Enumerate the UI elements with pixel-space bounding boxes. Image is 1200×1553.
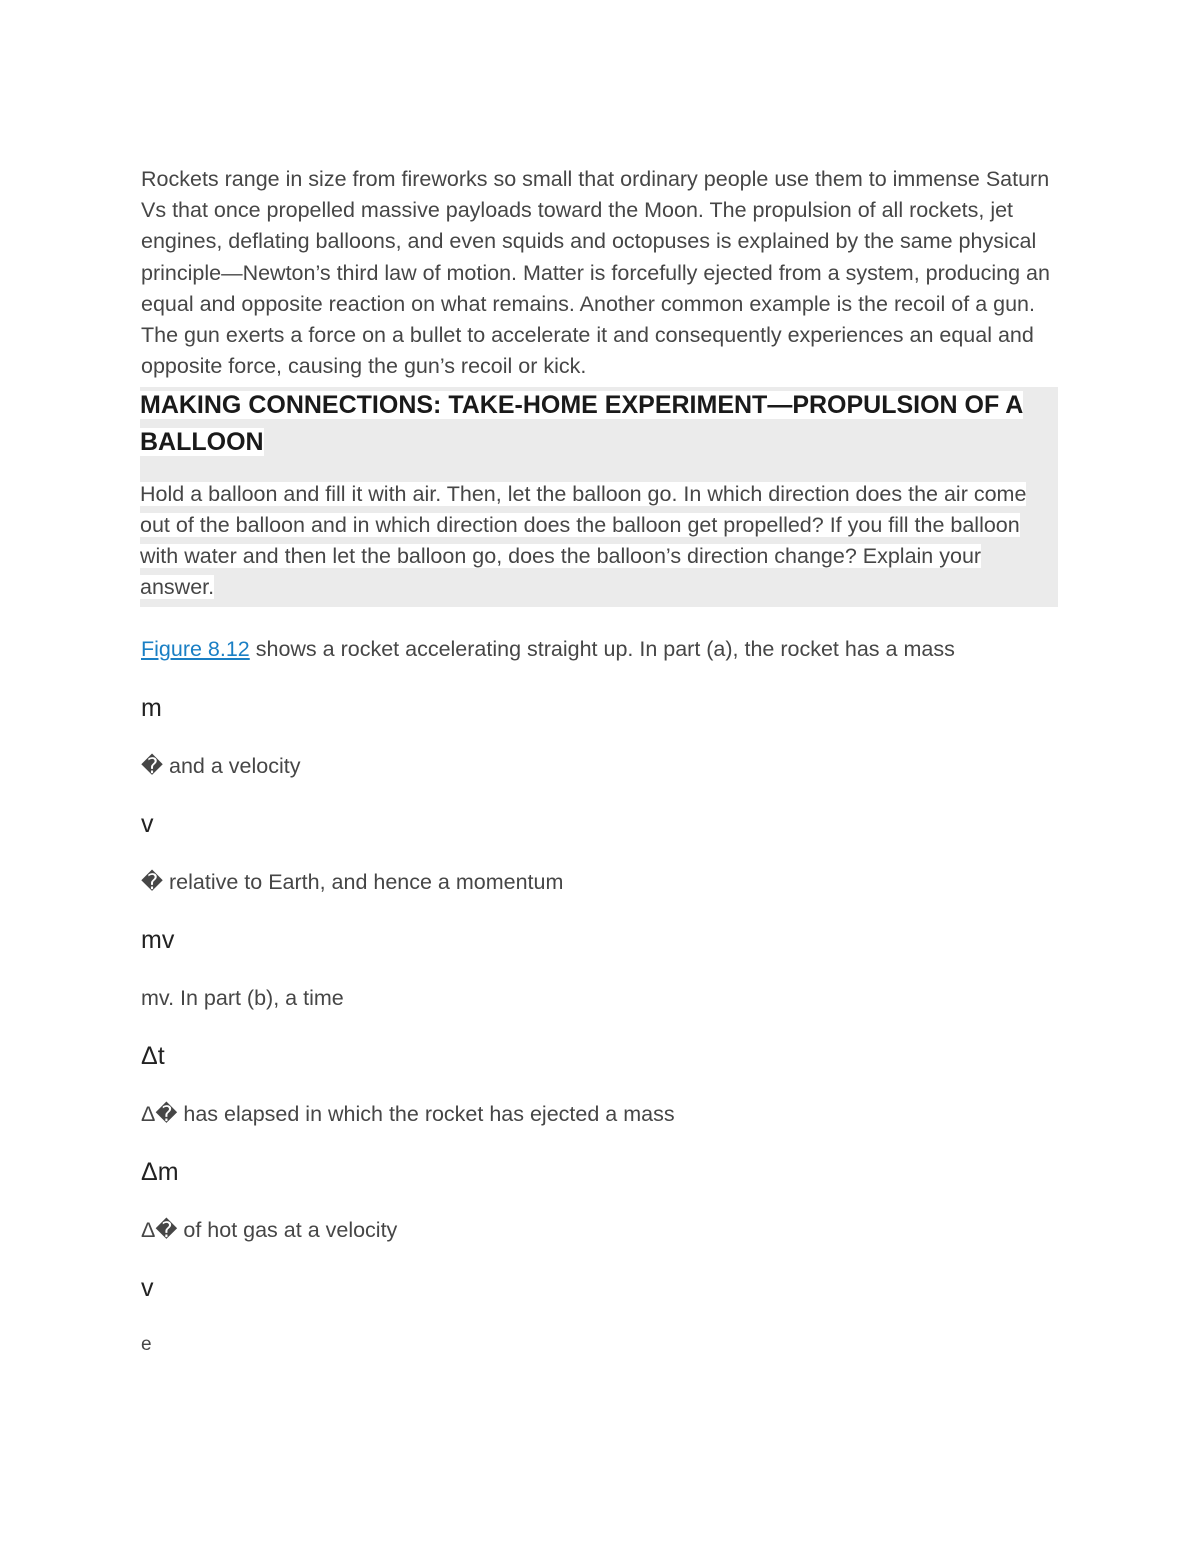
- callout-body: [140, 479, 1058, 603]
- text-has-elapsed: Δ� has elapsed in which the rocket has ejected a mass: [141, 1102, 675, 1127]
- text-of-hot-gas: Δ� of hot gas at a velocity: [141, 1218, 398, 1243]
- math-var-v: v: [141, 810, 154, 839]
- intro-paragraph: Rockets range in size from fireworks so small that ordinary people use them to immense Saturn Vs that once propelled massive payloads toward the Moon. The propulsion of all rockets, jet engines, deflating balloons, and even squids and octopuses is explained by the same physical principle—Newton’s third law of motion. Matter is forcefully ejected from a system, producing an equal and opposite reaction on what remains. Another common example is the recoil of a gun. The gun exerts a force on a bullet to accelerate it and consequently experiences an equal and opposite force, causing the gun’s recoil or kick.: [141, 167, 1050, 379]
- math-var-delta-m: Δm: [141, 1158, 179, 1187]
- math-var-delta-t: Δt: [141, 1042, 165, 1071]
- making-connections-callout: [140, 387, 1058, 607]
- math-var-m: m: [141, 694, 162, 723]
- math-var-v-e: v: [141, 1274, 154, 1303]
- callout-title: [140, 387, 1058, 461]
- callout-body-text: Hold a balloon and fill it with air. Then, let the balloon go. In which direction does the air come out of the balloon and in which direction does the balloon get propelled? If you fill the balloon with water and then let the balloon go, does the balloon’s direction change? Explain your answer.: [140, 482, 1027, 600]
- math-var-mv: mv: [141, 926, 175, 955]
- text-and-a-velocity: � and a velocity: [141, 754, 301, 779]
- text-relative-to-earth: � relative to Earth, and hence a momentum: [141, 870, 564, 895]
- callout-title-text: MAKING CONNECTIONS: TAKE-HOME EXPERIMENT—PROPULSION OF A BALLOON: [140, 391, 1024, 457]
- document-page: [141, 164, 1061, 1360]
- callout-spacer: [140, 461, 1058, 479]
- figure-paragraph-text: shows a rocket accelerating straight up. In part (a), the rocket has a mass: [249, 637, 955, 662]
- figure-paragraph: [141, 634, 1061, 665]
- text-subscript-e: e: [141, 1334, 152, 1356]
- text-in-part-b: mv. In part (b), a time: [141, 986, 344, 1011]
- figure-8-12-link[interactable]: Figure 8.12: [141, 637, 250, 662]
